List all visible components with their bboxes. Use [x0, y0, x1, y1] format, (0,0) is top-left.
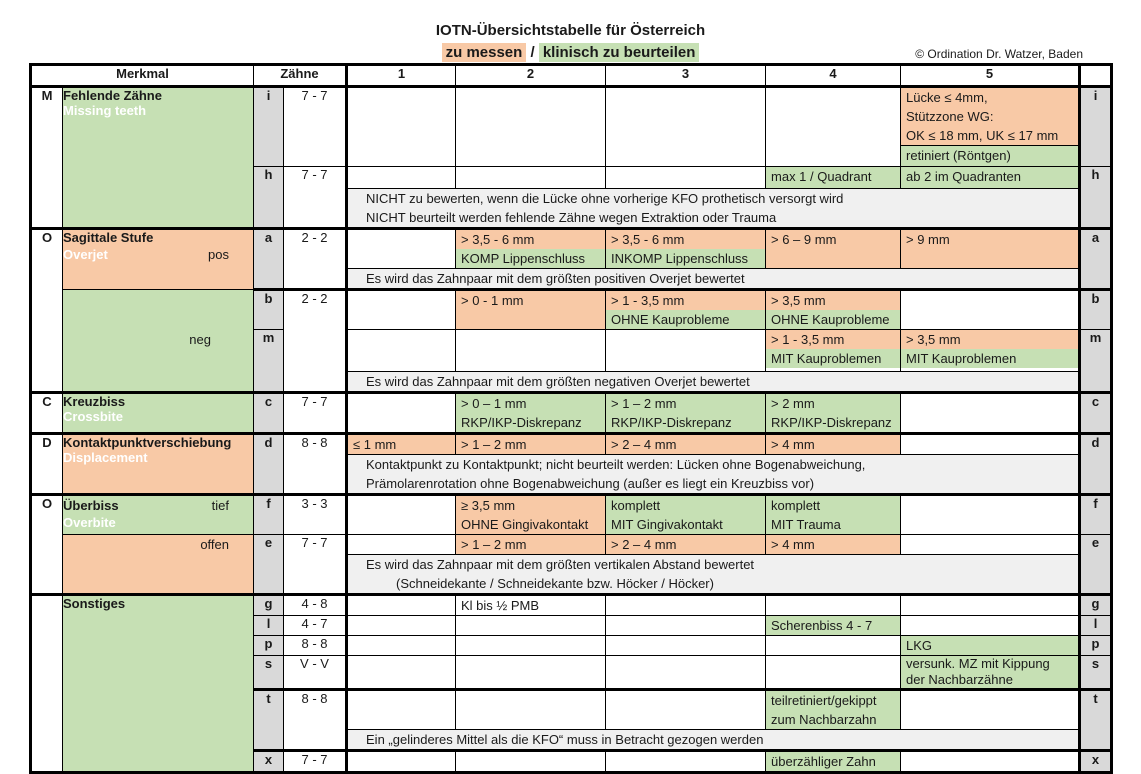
empty-cell — [347, 690, 456, 730]
note-line: (Schneidekante / Schneidekante bzw. Höcker / Höcker) — [396, 576, 714, 591]
cell-line: > 2 – 4 mm — [611, 537, 677, 552]
header-grade-4: 4 — [766, 65, 901, 87]
cell-line: retiniert (Röntgen) — [906, 148, 1011, 163]
cell-line: > 2 – 4 mm — [611, 437, 677, 452]
cell-b-grade2 — [456, 290, 606, 330]
cell-g-grade2 — [456, 595, 606, 616]
empty-cell — [606, 595, 766, 616]
code-echo-i: i — [1080, 87, 1112, 167]
cell-d-grade4 — [766, 434, 901, 455]
empty-cell — [456, 330, 606, 372]
cell-line: > 6 – 9 mm — [771, 232, 837, 247]
cell-t-grade4 — [766, 690, 901, 730]
empty-cell — [901, 535, 1080, 555]
row-c — [31, 393, 1112, 434]
merkmal-subname: Overbite — [63, 515, 116, 530]
code-f: f — [254, 495, 284, 535]
cell-line: komplett — [771, 498, 821, 513]
empty-cell — [347, 167, 456, 189]
pos-label: pos — [208, 247, 229, 262]
cell-i-grade5 — [901, 87, 1080, 146]
code-g: g — [254, 595, 284, 616]
empty-cell — [347, 290, 456, 330]
cell-d-grade2 — [456, 434, 606, 455]
row-s-g — [31, 595, 1112, 616]
empty-cell — [456, 751, 606, 773]
cell-line: zum Nachbarzahn — [771, 712, 877, 727]
iotn-table — [29, 63, 1113, 774]
code-echo-x: x — [1080, 751, 1112, 773]
row-o1-a — [31, 229, 1112, 269]
empty-cell — [456, 690, 606, 730]
empty-cell — [456, 167, 606, 189]
code-echo-d: d — [1080, 434, 1112, 495]
zaehne-a: 2 - 2 — [284, 229, 347, 290]
empty-cell — [901, 495, 1080, 535]
empty-cell — [347, 330, 456, 372]
empty-cell — [606, 656, 766, 690]
code-i: i — [254, 87, 284, 167]
cell-a-grade4 — [766, 229, 901, 269]
empty-cell — [901, 690, 1080, 730]
empty-cell — [347, 393, 456, 434]
code-p: p — [254, 636, 284, 656]
neg-label: neg — [189, 332, 211, 347]
cell-line: überzähliger Zahn — [771, 754, 876, 769]
cell-line: > 1 – 2 mm — [611, 396, 677, 411]
zaehne-e: 7 - 7 — [284, 535, 347, 595]
code-e: e — [254, 535, 284, 595]
section-name-o2-offen — [63, 535, 254, 595]
cell-line: Kl bis ½ PMB — [461, 598, 540, 613]
cell-line: > 3,5 - 6 mm — [456, 230, 605, 249]
empty-cell — [606, 330, 766, 372]
cell-b-grade3 — [606, 290, 766, 330]
section-name-d — [63, 434, 254, 495]
code-a: a — [254, 229, 284, 290]
empty-cell — [347, 656, 456, 690]
code-echo-g: g — [1080, 595, 1112, 616]
cell-d-grade1 — [347, 434, 456, 455]
code-h: h — [254, 167, 284, 229]
header-zaehne: Zähne — [254, 65, 347, 87]
empty-cell — [766, 656, 901, 690]
note-d — [347, 455, 1080, 495]
section-letter-sonstiges — [31, 595, 63, 773]
section-name-m — [63, 87, 254, 229]
zaehne-f: 3 - 3 — [284, 495, 347, 535]
code-s: s — [254, 656, 284, 690]
merkmal-name: Fehlende Zähne — [63, 88, 162, 103]
code-l: l — [254, 616, 284, 636]
empty-cell — [766, 595, 901, 616]
cell-line: INKOMP Lippenschluss — [606, 249, 765, 268]
cell-line: teilretiniert/gekippt — [771, 693, 877, 708]
code-b: b — [254, 290, 284, 330]
empty-cell — [456, 636, 606, 656]
cell-h-grade5 — [901, 167, 1080, 189]
merkmal-subname: Crossbite — [63, 409, 123, 424]
empty-cell — [606, 616, 766, 636]
code-m: m — [254, 330, 284, 393]
header-grade-3: 3 — [606, 65, 766, 87]
cell-line: max 1 / Quadrant — [771, 169, 872, 184]
cell-line: LKG — [906, 638, 933, 653]
cell-line: RKP/IKP-Diskrepanz — [771, 415, 892, 430]
cell-line: RKP/IKP-Diskrepanz — [461, 415, 582, 430]
cell-c-grade4 — [766, 393, 901, 434]
empty-cell — [901, 616, 1080, 636]
zaehne-g: 4 - 8 — [284, 595, 347, 616]
empty-cell — [766, 636, 901, 656]
note-t — [347, 730, 1080, 751]
cell-f-grade4 — [766, 495, 901, 535]
legend-separator: / — [526, 44, 539, 61]
legend-clinical: klinisch zu beurteilen — [539, 43, 700, 62]
cell-line: Stützzone WG: — [906, 109, 994, 124]
cell-line: OHNE Gingivakontakt — [461, 517, 589, 532]
offen-label: offen — [200, 537, 229, 552]
cell-line: OHNE Kauprobleme — [766, 310, 900, 329]
section-name-o1-neg — [63, 290, 254, 393]
code-d: d — [254, 434, 284, 495]
cell-h-grade4 — [766, 167, 901, 189]
merkmal-subname: Missing teeth — [63, 103, 147, 118]
cell-line: > 3,5 mm — [901, 330, 1078, 349]
cell-line: > 1 - 3,5 mm — [606, 291, 765, 310]
empty-cell — [901, 751, 1080, 773]
empty-cell — [606, 87, 766, 167]
section-letter-m: M — [31, 87, 63, 229]
cell-a-grade3 — [606, 229, 766, 269]
zaehne-b-m: 2 - 2 — [284, 290, 347, 393]
code-echo-b: b — [1080, 290, 1112, 330]
section-letter-d: D — [31, 434, 63, 495]
section-name-o2-tief — [63, 495, 254, 535]
cell-m-grade5 — [901, 330, 1080, 372]
cell-line: Scherenbiss 4 - 7 — [771, 618, 873, 633]
cell-line: Lücke ≤ 4mm, — [906, 90, 988, 105]
cell-l-grade4 — [766, 616, 901, 636]
row-o2-e — [31, 535, 1112, 555]
code-x: x — [254, 751, 284, 773]
cell-f-grade3 — [606, 495, 766, 535]
section-letter-o1: O — [31, 229, 63, 393]
note-line: Kontaktpunkt zu Kontaktpunkt; nicht beurteilt werden: Lücken ohne Bogenabweichung, — [366, 457, 866, 472]
note-line: Ein „gelinderes Mittel als die KFO“ muss in Betracht gezogen werden — [366, 732, 764, 747]
note-line: Es wird das Zahnpaar mit dem größten vertikalen Abstand bewertet — [366, 557, 755, 572]
zaehne-d: 8 - 8 — [284, 434, 347, 495]
cell-line: RKP/IKP-Diskrepanz — [611, 415, 732, 430]
empty-cell — [347, 535, 456, 555]
cell-e-grade4 — [766, 535, 901, 555]
cell-line: > 4 mm — [771, 437, 815, 452]
empty-cell — [901, 290, 1080, 330]
empty-cell — [901, 393, 1080, 434]
section-letter-o2: O — [31, 495, 63, 595]
cell-line: MIT Trauma — [771, 517, 841, 532]
cell-line: der Nachbarzähne — [906, 672, 1013, 687]
cell-line: OHNE Kauprobleme — [606, 310, 765, 329]
page-title: IOTN-Übersichtstabelle für Österreich — [435, 22, 706, 39]
zaehne-p: 8 - 8 — [284, 636, 347, 656]
empty-cell — [606, 690, 766, 730]
cell-x-grade4 — [766, 751, 901, 773]
cell-line: > 0 – 1 mm — [461, 396, 527, 411]
note-line: Es wird das Zahnpaar mit dem größten negativen Overjet bewertet — [366, 374, 750, 389]
cell-p-grade5 — [901, 636, 1080, 656]
code-echo-a: a — [1080, 229, 1112, 290]
merkmal-subname: Overjet — [63, 247, 108, 262]
cell-line: > 3,5 - 6 mm — [606, 230, 765, 249]
section-letter-c: C — [31, 393, 63, 434]
cell-line: komplett — [611, 498, 661, 513]
cell-line: ≥ 3,5 mm — [461, 498, 516, 513]
empty-cell — [347, 636, 456, 656]
merkmal-subname: Displacement — [63, 450, 148, 465]
zaehne-i: 7 - 7 — [284, 87, 347, 167]
zaehne-h: 7 - 7 — [284, 167, 347, 229]
empty-cell — [347, 495, 456, 535]
empty-cell — [456, 87, 606, 167]
section-name-c — [63, 393, 254, 434]
empty-cell — [456, 656, 606, 690]
code-echo-p: p — [1080, 636, 1112, 656]
zaehne-c: 7 - 7 — [284, 393, 347, 434]
cell-c-grade3 — [606, 393, 766, 434]
code-t: t — [254, 690, 284, 751]
cell-e-grade3 — [606, 535, 766, 555]
note-m — [347, 372, 1080, 393]
note-e — [347, 555, 1080, 595]
merkmal-name: Überbiss — [63, 498, 119, 513]
cell-e-grade2 — [456, 535, 606, 555]
cell-line: > 3,5 mm — [766, 291, 900, 310]
row-o2-f — [31, 495, 1112, 535]
row-m-i — [31, 87, 1112, 146]
merkmal-name: Kontaktpunktverschiebung — [63, 435, 232, 450]
section-name-o1-pos — [63, 229, 254, 290]
empty-cell — [606, 751, 766, 773]
note-a — [347, 269, 1080, 290]
zaehne-x: 7 - 7 — [284, 751, 347, 773]
row-d — [31, 434, 1112, 455]
cell-line: ab 2 im Quadranten — [906, 169, 1021, 184]
cell-line: KOMP Lippenschluss — [456, 249, 605, 268]
empty-cell — [766, 87, 901, 167]
code-c: c — [254, 393, 284, 434]
code-echo-m: m — [1080, 330, 1112, 393]
cell-d-grade3 — [606, 434, 766, 455]
cell-line: MIT Gingivakontakt — [611, 517, 723, 532]
code-echo-f: f — [1080, 495, 1112, 535]
cell-line: MIT Kauproblemen — [901, 349, 1078, 368]
empty-cell — [347, 751, 456, 773]
code-echo-c: c — [1080, 393, 1112, 434]
copyright-notice: © Ordination Dr. Watzer, Baden — [915, 47, 1083, 61]
empty-cell — [901, 434, 1080, 455]
empty-cell — [347, 229, 456, 269]
note-line: Es wird das Zahnpaar mit dem größten positiven Overjet bewertet — [366, 271, 745, 286]
cell-a-grade5 — [901, 229, 1080, 269]
cell-f-grade2 — [456, 495, 606, 535]
cell-s-grade5 — [901, 656, 1080, 690]
note-h — [347, 189, 1080, 229]
merkmal-name: Sonstiges — [63, 596, 126, 611]
cell-line: > 1 – 2 mm — [461, 537, 527, 552]
empty-cell — [901, 595, 1080, 616]
cell-line: versunk. MZ mit Kippung — [906, 656, 1050, 671]
code-echo-t: t — [1080, 690, 1112, 751]
cell-i-grade5-green — [901, 146, 1080, 167]
cell-line: ≤ 1 mm — [353, 437, 397, 452]
zaehne-s: V - V — [284, 656, 347, 690]
cell-line: > 1 - 3,5 mm — [766, 330, 900, 349]
note-line: NICHT beurteilt werden fehlende Zähne wegen Extraktion oder Trauma — [366, 210, 777, 225]
cell-line: > 4 mm — [771, 537, 815, 552]
code-echo-h: h — [1080, 167, 1112, 229]
note-line: Prämolarenrotation ohne Bogenabweichung (außer es liegt ein Kreuzbiss vor) — [366, 476, 815, 491]
header-grade-5: 5 — [901, 65, 1080, 87]
merkmal-name: Sagittale Stufe — [63, 230, 154, 245]
empty-cell — [606, 636, 766, 656]
cell-line: OK ≤ 18 mm, UK ≤ 17 mm — [906, 128, 1059, 143]
header-code-column — [1080, 65, 1112, 87]
code-echo-l: l — [1080, 616, 1112, 636]
empty-cell — [347, 87, 456, 167]
cell-line: > 2 mm — [771, 396, 815, 411]
code-echo-e: e — [1080, 535, 1112, 595]
zaehne-l: 4 - 7 — [284, 616, 347, 636]
code-echo-s: s — [1080, 656, 1112, 690]
section-name-sonstiges — [63, 595, 254, 773]
note-line: NICHT zu bewerten, wenn die Lücke ohne vorherige KFO prothetisch versorgt wird — [366, 191, 844, 206]
empty-cell — [606, 167, 766, 189]
empty-cell — [456, 616, 606, 636]
tief-label: tief — [211, 498, 229, 513]
empty-cell — [347, 616, 456, 636]
zaehne-t: 8 - 8 — [284, 690, 347, 751]
empty-cell — [347, 595, 456, 616]
legend-measure: zu messen — [442, 43, 527, 62]
cell-b-grade4 — [766, 290, 901, 330]
cell-a-grade2 — [456, 229, 606, 269]
cell-line: > 0 - 1 mm — [461, 293, 524, 308]
table-header-row — [31, 65, 1112, 87]
header-grade-1: 1 — [347, 65, 456, 87]
cell-line: > 9 mm — [906, 232, 950, 247]
cell-m-grade4 — [766, 330, 901, 372]
header-grade-2: 2 — [456, 65, 606, 87]
row-o1-b — [31, 290, 1112, 330]
merkmal-name: Kreuzbiss — [63, 394, 126, 409]
cell-line: MIT Kauproblemen — [766, 349, 900, 368]
cell-line: > 1 – 2 mm — [461, 437, 527, 452]
header-merkmal: Merkmal — [31, 65, 254, 87]
cell-c-grade2 — [456, 393, 606, 434]
